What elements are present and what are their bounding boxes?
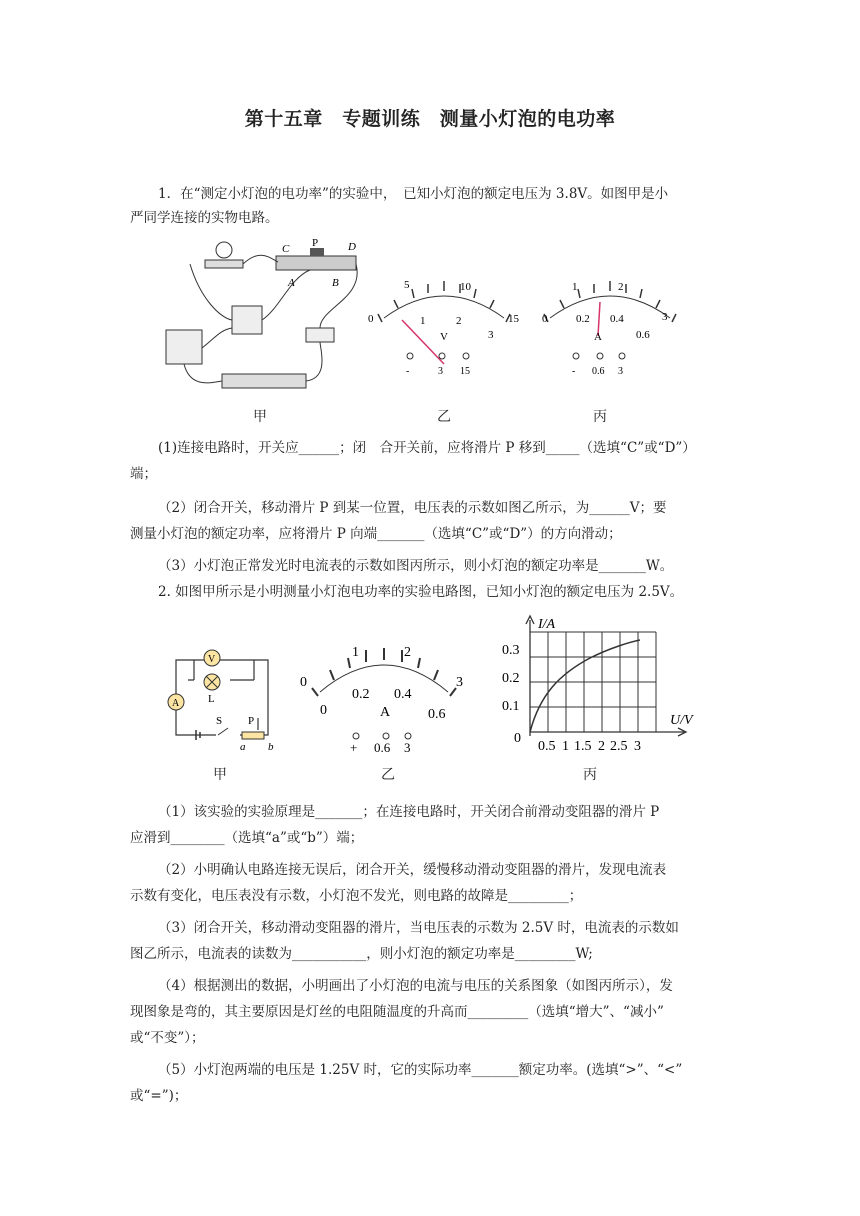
graph-xtick-2: 2 [598, 739, 605, 754]
graph-xtick-1: 1 [562, 739, 569, 754]
battery-icon [222, 374, 306, 388]
q2-part5-line2: 或“=”)； [130, 1088, 188, 1104]
q1-ammeter-dial [532, 276, 692, 386]
a-tick-3: 3 [662, 311, 668, 323]
schem-s-label: S [216, 715, 223, 727]
terminal-a-label: A [288, 277, 295, 289]
q1-stem-line2: 严同学连接的实物电路。 [130, 210, 279, 226]
q1-part3: （3）小灯泡正常发光时电流表的示数如图丙所示，则小灯泡的额定功率是_______W。 [158, 558, 674, 574]
y-axis [526, 616, 534, 736]
v-tick-1: 1 [420, 315, 426, 327]
a2-tick-2: 2 [404, 645, 411, 660]
schem-a-label: A [172, 698, 180, 709]
a2-tick-0-inner: 0 [320, 703, 327, 718]
schem-a-terminal: a [240, 741, 246, 750]
a-terminal-3: 3 [618, 366, 623, 377]
q2-part1-line1: （1）该实验的实验原理是_______；在连接电路时，开关闭合前滑动变阻器的滑片 P [158, 804, 660, 820]
q1-fig-label-a: 甲 [253, 409, 267, 425]
v-tick-10: 10 [460, 281, 471, 293]
terminal-b-label: B [332, 277, 339, 289]
v-tick-5: 5 [404, 279, 410, 291]
q2-part1-line2: 应滑到________（选填“a”或“b”）端； [130, 830, 364, 846]
rheostat-symbol [242, 732, 264, 739]
a2-tick-3: 3 [456, 675, 463, 690]
graph-grid [530, 632, 656, 732]
graph-ytick-02: 0.2 [502, 671, 520, 686]
q1-part2-line1: （2）闭合开关，移动滑片 P 到某一位置，电压表的示数如图乙所示，为______V；要 [158, 500, 667, 516]
a2-tick-0: 0 [300, 675, 307, 690]
a-terminal-neg: - [572, 366, 576, 377]
q2-part2-line2: 示数有变化，电压表没有示数，小灯泡不发光，则电路的故障是_________； [130, 888, 583, 904]
q2-part4-line1: （4）根据测出的数据，小明画出了小灯泡的电流与电压的关系图象（如图丙所示），发 [158, 978, 673, 994]
graph-xtick-05: 0.5 [538, 739, 556, 754]
q2-fig-label-a: 甲 [213, 767, 227, 783]
page-title: 第十五章 专题训练 测量小灯泡的电功率 [244, 108, 616, 130]
terminal-d-label: D [348, 241, 356, 253]
a-unit: A [594, 331, 602, 343]
schem-b-terminal: b [268, 741, 274, 750]
graph-ytick-03: 0.3 [502, 643, 520, 658]
q1-fig-label-c: 丙 [593, 409, 607, 425]
schem-p-label: P [248, 715, 255, 727]
v-terminal-3: 3 [438, 366, 443, 377]
schem-v-label: V [208, 654, 216, 665]
switch-icon [306, 328, 334, 342]
v-tick-2: 2 [456, 315, 462, 327]
v-tick-15: 15 [508, 313, 519, 325]
q1-voltmeter-dial [366, 276, 526, 386]
voltmeter-device-icon [232, 306, 262, 334]
a2-terminal-06: 0.6 [374, 740, 391, 755]
x-axis [530, 728, 686, 736]
a-tick-04: 0.4 [610, 313, 624, 325]
q1-part2-line2: 测量小灯泡的额定功率，应将滑片 P 向端_______（选填“C”或“D”）的方向滑动； [130, 526, 622, 542]
graph-xtick-15: 1.5 [574, 739, 592, 754]
q2-part3-line2: 图乙所示，电流表的读数为___________，则小灯泡的额定功率是_________W; [130, 946, 593, 962]
q1-part1-line1: (1)连接电路时，开关应______；闭 合开关前，应将滑片 P 移到_____（选填“C”或“D”） [158, 440, 696, 456]
graph-ytick-01: 0.1 [502, 699, 520, 714]
q2-fig-label-c: 丙 [583, 767, 597, 783]
q2-part2-line1: （2）小明确认电路连接无误后，闭合开关，缓慢移动滑动变阻器的滑片，发现电流表 [158, 862, 667, 878]
switch-symbol [218, 728, 228, 735]
v-unit: V [440, 331, 448, 343]
q2-ammeter-dial [296, 640, 476, 760]
a-tick-02: 0.2 [576, 313, 590, 325]
a-tick-06: 0.6 [636, 329, 650, 341]
a2-tick-04: 0.4 [394, 687, 412, 702]
a2-tick-06: 0.6 [428, 707, 446, 722]
a-terminal-06: 0.6 [592, 366, 605, 377]
q2-part4-line2: 现图象是弯的，其主要原因是灯丝的电阻随温度的升高而_________（选填“增大”、“减小” [130, 1004, 664, 1020]
graph-ytick-0: 0 [514, 731, 521, 746]
v-terminal-neg: - [406, 366, 410, 377]
a-tick-0: 0 [542, 313, 548, 325]
v-tick-3: 3 [488, 329, 494, 341]
a2-tick-1: 1 [352, 645, 359, 660]
q2-stem: 2. 如图甲所示是小明测量小灯泡电功率的实验电路图，已知小灯泡的额定电压为 2.5V。 [158, 584, 684, 600]
ammeter-device-icon [166, 330, 202, 364]
q1-part1-line2: 端； [130, 466, 157, 482]
a-tick-2: 2 [618, 281, 624, 293]
iu-curve [530, 640, 640, 732]
a2-unit: A [380, 705, 391, 720]
bulb-icon [205, 242, 243, 268]
slider-p-label: P [312, 238, 319, 249]
a2-terminal-plus: + [350, 740, 358, 755]
q2-part5-line1: （5）小灯泡两端的电压是 1.25V 时，它的实际功率_______额定功率。(选填“>”、“<” [158, 1062, 683, 1078]
q2-iu-graph [500, 614, 700, 760]
terminal-c-label: C [282, 243, 290, 255]
q1-stem-line1: 1．在“测定小灯泡的电功率”的实验中， 已知小灯泡的额定电压为 3.8V。如图甲是小 [158, 186, 669, 202]
q2-part3-line1: （3）闭合开关，移动滑动变阻器的滑片，当电压表的示数为 2.5V 时，电流表的示数如 [158, 920, 679, 936]
graph-ylabel: I/A [538, 617, 556, 632]
a2-terminal-3: 3 [404, 740, 411, 755]
v-tick-0: 0 [368, 313, 374, 325]
v-terminal-15: 15 [460, 366, 470, 377]
a2-tick-02: 0.2 [352, 687, 370, 702]
q1-fig-label-b: 乙 [437, 409, 451, 425]
q2-fig-label-b: 乙 [381, 767, 395, 783]
q2-fig-schematic [156, 640, 286, 750]
schem-l-label: L [208, 693, 215, 705]
q2-part4-line3: 或“不变”）； [130, 1030, 205, 1046]
a-tick-1: 1 [572, 281, 578, 293]
graph-xlabel: U/V [670, 713, 693, 728]
q1-fig-physical-circuit [160, 238, 370, 398]
graph-xtick-3: 3 [634, 739, 641, 754]
graph-xtick-25: 2.5 [610, 739, 628, 754]
